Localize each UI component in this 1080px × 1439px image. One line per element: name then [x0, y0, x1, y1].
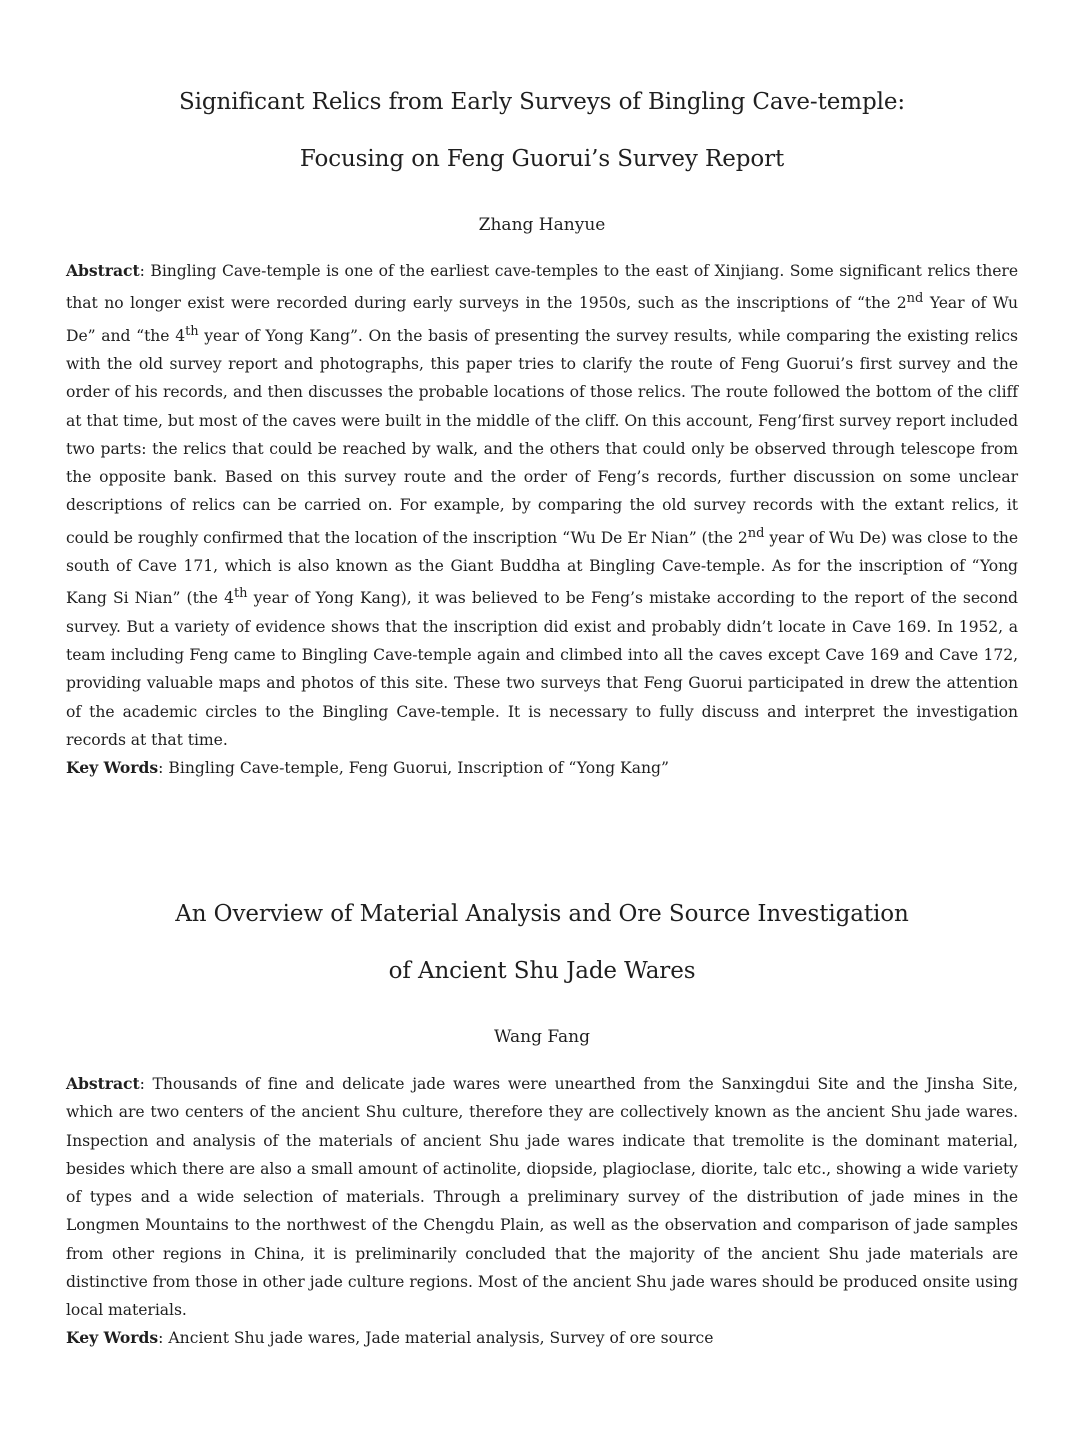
- article-title: [66, 74, 1018, 188]
- article-keywords: [66, 1324, 1018, 1352]
- abstract-text: Thousands of fine and delicate jade wares were unearthed from the Sanxingdui Site and the Jinsha Site, which are two centers of the ancient Shu culture, therefore they are collectively known as the ancient Shu jade wares. Inspection and analysis of the materials of ancient Shu jade wares indicate that tremolite is the dominant material, besides which there are also a small amount of actinolite, diopside, plagioclase, diorite, talc etc., showing a wide variety of types and a wide selection of materials. Through a preliminary survey of the distribution of jade mines in the Longmen Mountains to the northwest of the Chengdu Plain, as well as the observation and comparison of jade samples from other regions in China, it is preliminarily concluded that the majority of the ancient Shu jade materials are distinctive from those in other jade culture regions. Most of the ancient Shu jade wares should be produced onsite using local materials.: [66, 1075, 1018, 1319]
- keywords-text: Ancient Shu jade wares, Jade material analysis, Survey of ore source: [168, 1329, 714, 1348]
- abstract-label-separator: :: [139, 1075, 145, 1093]
- article-title: [66, 886, 1018, 1000]
- article-title-line-2: of Ancient Shu Jade Wares: [388, 958, 696, 984]
- abstract-text-part-1: Bingling Cave-temple is one of the earliest cave-temples to the east of Xinjiang. Some significant relics there that no longer exist were recorded during early surveys in the 1950s, such as the inscriptions of “the 2: [66, 262, 1018, 313]
- article-bingling: [66, 74, 1018, 782]
- article-abstract: [66, 1070, 1018, 1324]
- keywords-label: Key Words: [66, 758, 159, 777]
- article-title-line-1: Significant Relics from Early Surveys of Bingling Cave-temple:: [179, 89, 905, 115]
- abstract-text-part-5: year of Yong Kang), it was believed to be Feng’s mistake according to the report of the second survey. But a variety of evidence shows that the inscription did exist and probably didn’t locate in Cave 169. In 1952, a team including Feng came to Bingling Cave-temple again and climbed into all the caves except Cave 169 and Cave 172, providing valuable maps and photos of this site. These two surveys that Feng Guorui participated in drew the attention of the academic circles to the Bingling Cave-temple. It is necessary to fully discuss and interpret the investigation records at that time.: [66, 589, 1018, 749]
- abstract-text-part-2: Year of Wu De” and “the 4: [66, 294, 1019, 345]
- abstract-text-part-3: year of Yong Kang”. On the basis of presenting the survey results, while comparing the existing relics with the old survey report and photographs, this paper tries to clarify the route of Feng Guorui’s first survey and the order of his records, and then discusses the probable locations of those relics. The route followed the bottom of the cliff at that time, but most of the caves were built in the middle of the cliff. On this account, Feng’first survey report included two parts: the relics that could be reached by walk, and the others that could only be observed through telescope from the opposite bank. Based on this survey route and the order of Feng’s records, further discussion on some unclear descriptions of relics can be carried on. For example, by comparing the old survey records with the extant relics, it could be roughly confirmed that the location of the inscription “Wu De Er Nian” (the 2: [66, 326, 1018, 547]
- keywords-label-separator: :: [158, 1329, 164, 1348]
- keywords-label-separator: :: [158, 759, 164, 777]
- article-title-line-1: An Overview of Material Analysis and Ore Source Investigation: [175, 901, 909, 927]
- abstract-superscript-4: th: [234, 586, 248, 602]
- keywords-label: Key Words: [66, 1328, 159, 1348]
- article-keywords: [66, 754, 1018, 782]
- abstract-label: Abstract: [66, 1074, 140, 1093]
- abstract-superscript-1: nd: [906, 291, 924, 307]
- abstract-label-separator: :: [139, 262, 145, 280]
- abstract-superscript-2: th: [185, 323, 199, 339]
- article-author: Wang Fang: [494, 1027, 590, 1047]
- article-shu-jade: [66, 886, 1018, 1353]
- article-title-line-2: Focusing on Feng Guorui’s Survey Report: [299, 146, 785, 172]
- article-abstract: [66, 257, 1018, 754]
- abstract-label: Abstract: [66, 261, 140, 280]
- abstract-text-part-4: year of Wu De) was close to the south of Cave 171, which is also known as the Giant Buddha at Bingling Cave-temple. As for the inscription of “Yong Kang Si Nian” (the 4: [66, 528, 1019, 608]
- keywords-text: Bingling Cave-temple, Feng Guorui, Inscription of “Yong Kang”: [168, 759, 670, 777]
- abstract-superscript-3: nd: [747, 525, 765, 541]
- article-author: Zhang Hanyue: [478, 215, 606, 235]
